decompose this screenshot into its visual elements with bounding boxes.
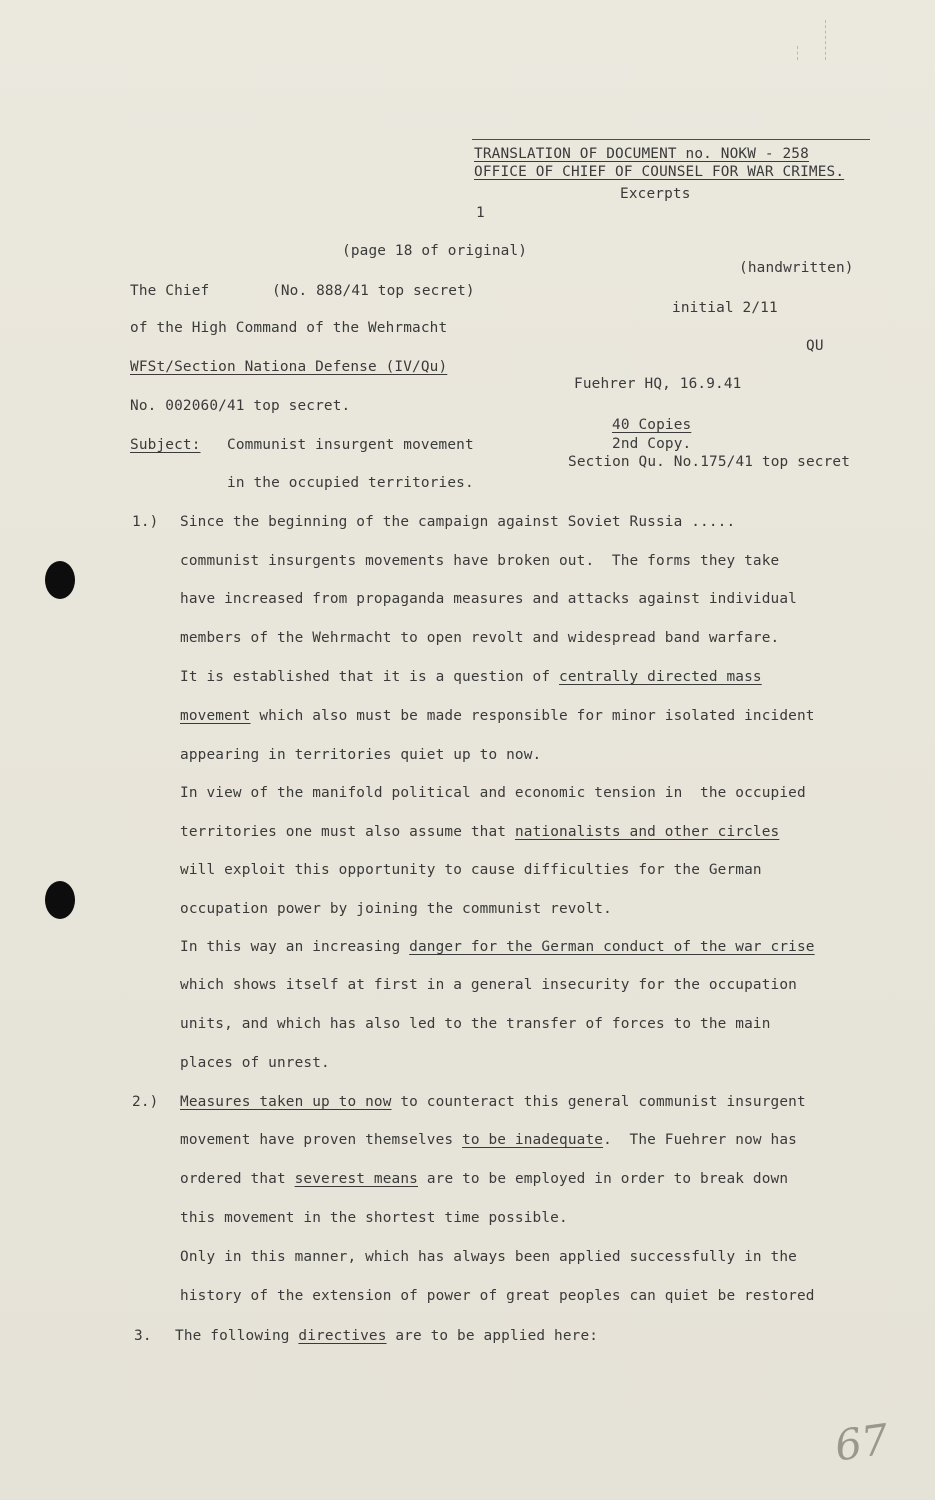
edge-mark (825, 20, 826, 60)
subject-continued: in the occupied territories. (227, 475, 474, 491)
section-2-line: ordered that severest means are to be employed in order to break down (180, 1171, 789, 1187)
section-1-line: units, and which has also led to the transfer of forces to the main (180, 1016, 771, 1032)
page-number: 1 (476, 205, 485, 221)
section-1-line: which shows itself at first in a general insecurity for the occupation (180, 977, 797, 993)
copy-number: 2nd Copy. (612, 436, 692, 452)
section-3-line: The following directives are to be applied here: (175, 1328, 599, 1344)
section-1-line: In this way an increasing danger for the German conduct of the war crise (180, 939, 815, 955)
section-1-line: members of the Wehrmacht to open revolt and widespread band warfare. (180, 630, 780, 646)
section-2-line: history of the extension of power of great peoples can quiet be restored (180, 1288, 815, 1304)
section-1-line: movement which also must be made responsible for minor isolated incident (180, 708, 815, 724)
header-excerpts: Excerpts (620, 186, 691, 202)
subject-label: Subject: (130, 437, 201, 453)
header-office: OFFICE OF CHIEF OF COUNSEL FOR WAR CRIMES. (474, 164, 845, 180)
sender-number: No. 002060/41 top secret. (130, 398, 351, 414)
section-1-line: appearing in territories quiet up to now. (180, 747, 542, 763)
section-1-line: have increased from propaganda measures and attacks against individual (180, 591, 797, 607)
edge-mark (797, 46, 798, 60)
original-page-ref: (page 18 of original) (342, 243, 528, 259)
section-1-number: 1.) (132, 514, 159, 530)
header-title: TRANSLATION OF DOCUMENT no. NOKW - 258 (474, 146, 809, 162)
section-1-line: territories one must also assume that nationalists and other circles (180, 824, 780, 840)
section-1-line: places of unrest. (180, 1055, 330, 1071)
qu-note: QU (806, 338, 824, 354)
handwritten-page-number: 67 (831, 1414, 892, 1471)
section-1-line: It is established that it is a question of centrally directed mass (180, 669, 762, 685)
section-1-line: In view of the manifold political and economic tension in the occupied (180, 785, 806, 801)
sender-ref: (No. 888/41 top secret) (272, 283, 475, 299)
section-2-line: Measures taken up to now to counteract this general communist insurgent (180, 1094, 806, 1110)
sender-org: of the High Command of the Wehrmacht (130, 320, 448, 336)
subject-text: Communist insurgent movement (227, 437, 474, 453)
section-2-line: movement have proven themselves to be inadequate. The Fuehrer now has (180, 1132, 797, 1148)
sender-title: The Chief (130, 283, 210, 299)
section-1-line: Since the beginning of the campaign against Soviet Russia ..... (180, 514, 736, 530)
section-reference: Section Qu. No.175/41 top secret (568, 454, 851, 470)
header-top-rule (472, 139, 870, 140)
sender-section: WFSt/Section Nationa Defense (IV/Qu) (130, 359, 448, 375)
initial-note: initial 2/11 (672, 300, 778, 316)
copies-count: 40 Copies (612, 417, 692, 433)
punch-hole-bottom (45, 881, 75, 919)
section-1-line: will exploit this opportunity to cause difficulties for the German (180, 862, 762, 878)
punch-hole-top (45, 561, 75, 599)
handwritten-note: (handwritten) (739, 260, 854, 276)
section-1-line: occupation power by joining the communist revolt. (180, 901, 612, 917)
section-2-number: 2.) (132, 1094, 159, 1110)
section-3-number: 3. (134, 1328, 152, 1344)
section-1-line: communist insurgents movements have broken out. The forms they take (180, 553, 780, 569)
section-2-line: this movement in the shortest time possible. (180, 1210, 568, 1226)
section-2-line: Only in this manner, which has always been applied successfully in the (180, 1249, 797, 1265)
hq-date: Fuehrer HQ, 16.9.41 (574, 376, 742, 392)
